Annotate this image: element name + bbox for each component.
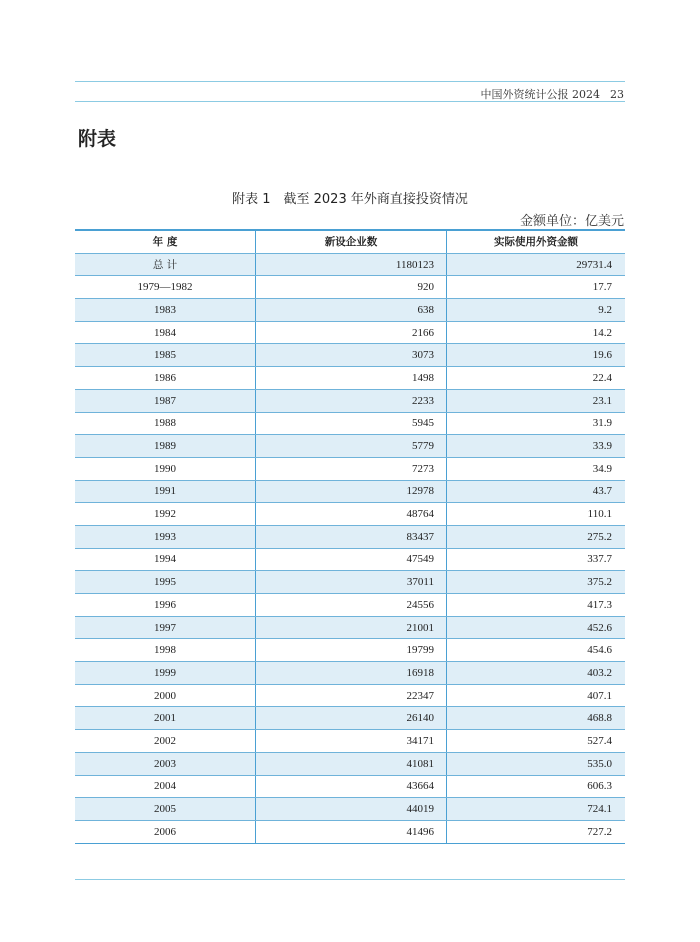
actual-use-cell: 31.9 <box>447 412 626 435</box>
table-row <box>75 571 625 594</box>
table-row <box>75 775 625 798</box>
actual-use-cell: 724.1 <box>447 798 626 821</box>
new-enterprises-cell: 48764 <box>256 503 447 526</box>
year-cell: 1988 <box>75 412 256 435</box>
year-cell: 2006 <box>75 820 256 843</box>
column-header-actual-use: 实际使用外资金额 <box>447 230 626 253</box>
new-enterprises-cell: 638 <box>256 299 447 322</box>
actual-use-cell: 337.7 <box>447 548 626 571</box>
year-cell: 1997 <box>75 616 256 639</box>
table-row <box>75 730 625 753</box>
actual-use-cell: 33.9 <box>447 435 626 458</box>
actual-use-cell: 403.2 <box>447 662 626 685</box>
table-row <box>75 299 625 322</box>
year-cell: 2002 <box>75 730 256 753</box>
actual-use-cell: 468.8 <box>447 707 626 730</box>
year-cell: 1983 <box>75 299 256 322</box>
table-header-row <box>75 230 625 253</box>
actual-use-cell: 275.2 <box>447 525 626 548</box>
year-cell: 1994 <box>75 548 256 571</box>
actual-use-cell: 452.6 <box>447 616 626 639</box>
new-enterprises-cell: 2233 <box>256 389 447 412</box>
actual-use-cell: 454.6 <box>447 639 626 662</box>
table-row <box>75 798 625 821</box>
new-enterprises-cell: 920 <box>256 276 447 299</box>
actual-use-cell: 417.3 <box>447 594 626 617</box>
year-cell: 1979—1982 <box>75 276 256 299</box>
year-cell: 1992 <box>75 503 256 526</box>
actual-use-cell: 606.3 <box>447 775 626 798</box>
total-row <box>75 253 625 276</box>
table-row <box>75 344 625 367</box>
year-cell: 1990 <box>75 457 256 480</box>
new-enterprises-cell: 47549 <box>256 548 447 571</box>
year-cell: 2004 <box>75 775 256 798</box>
new-enterprises-cell: 12978 <box>256 480 447 503</box>
column-header-year: 年 度 <box>75 230 256 253</box>
table-row <box>75 707 625 730</box>
year-cell: 1999 <box>75 662 256 685</box>
table-row <box>75 321 625 344</box>
running-header <box>471 86 625 102</box>
new-enterprises-cell: 43664 <box>256 775 447 798</box>
year-cell: 1984 <box>75 321 256 344</box>
new-enterprises-cell: 2166 <box>256 321 447 344</box>
actual-use-cell: 527.4 <box>447 730 626 753</box>
table-row <box>75 457 625 480</box>
year-cell: 2003 <box>75 752 256 775</box>
top-rule <box>75 81 625 82</box>
actual-use-cell: 110.1 <box>447 503 626 526</box>
year-cell: 总 计 <box>75 253 256 276</box>
page-number: 23 <box>610 88 624 101</box>
table-row <box>75 616 625 639</box>
actual-use-cell: 535.0 <box>447 752 626 775</box>
table-row <box>75 525 625 548</box>
new-enterprises-cell: 44019 <box>256 798 447 821</box>
actual-use-cell: 407.1 <box>447 684 626 707</box>
new-enterprises-cell: 3073 <box>256 344 447 367</box>
table-row <box>75 684 625 707</box>
new-enterprises-cell: 21001 <box>256 616 447 639</box>
new-enterprises-cell: 16918 <box>256 662 447 685</box>
year-cell: 2005 <box>75 798 256 821</box>
table-row <box>75 276 625 299</box>
new-enterprises-cell: 22347 <box>256 684 447 707</box>
actual-use-cell: 375.2 <box>447 571 626 594</box>
new-enterprises-cell: 1180123 <box>256 253 447 276</box>
new-enterprises-cell: 26140 <box>256 707 447 730</box>
actual-use-cell: 17.7 <box>447 276 626 299</box>
actual-use-cell: 29731.4 <box>447 253 626 276</box>
new-enterprises-cell: 34171 <box>256 730 447 753</box>
new-enterprises-cell: 19799 <box>256 639 447 662</box>
section-heading: 附表 <box>78 128 117 150</box>
table-row <box>75 480 625 503</box>
new-enterprises-cell: 5779 <box>256 435 447 458</box>
table-row <box>75 639 625 662</box>
year-cell: 1995 <box>75 571 256 594</box>
table-row <box>75 367 625 390</box>
actual-use-cell: 19.6 <box>447 344 626 367</box>
actual-use-cell: 14.2 <box>447 321 626 344</box>
fdi-table <box>75 229 625 844</box>
table-row <box>75 820 625 843</box>
new-enterprises-cell: 1498 <box>256 367 447 390</box>
table-row <box>75 435 625 458</box>
table-row <box>75 752 625 775</box>
actual-use-cell: 9.2 <box>447 299 626 322</box>
column-header-new-enterprises: 新设企业数 <box>256 230 447 253</box>
new-enterprises-cell: 5945 <box>256 412 447 435</box>
table-row <box>75 662 625 685</box>
table-row <box>75 389 625 412</box>
new-enterprises-cell: 24556 <box>256 594 447 617</box>
new-enterprises-cell: 41496 <box>256 820 447 843</box>
actual-use-cell: 727.2 <box>447 820 626 843</box>
actual-use-cell: 34.9 <box>447 457 626 480</box>
new-enterprises-cell: 37011 <box>256 571 447 594</box>
table-row <box>75 594 625 617</box>
header-rule <box>75 101 625 102</box>
year-cell: 1986 <box>75 367 256 390</box>
actual-use-cell: 23.1 <box>447 389 626 412</box>
year-cell: 1996 <box>75 594 256 617</box>
year-cell: 2001 <box>75 707 256 730</box>
year-cell: 1991 <box>75 480 256 503</box>
bottom-rule <box>75 879 625 880</box>
year-cell: 1987 <box>75 389 256 412</box>
table-title: 附表 1 截至 2023 年外商直接投资情况 <box>232 192 468 207</box>
year-cell: 1993 <box>75 525 256 548</box>
new-enterprises-cell: 7273 <box>256 457 447 480</box>
publication-title: 中国外资统计公报 2024 <box>480 88 600 101</box>
table-row <box>75 548 625 571</box>
actual-use-cell: 43.7 <box>447 480 626 503</box>
year-cell: 1998 <box>75 639 256 662</box>
year-cell: 2000 <box>75 684 256 707</box>
year-cell: 1985 <box>75 344 256 367</box>
table-unit: 金额单位：亿美元 <box>519 214 624 229</box>
table-row <box>75 412 625 435</box>
year-cell: 1989 <box>75 435 256 458</box>
new-enterprises-cell: 41081 <box>256 752 447 775</box>
table-row <box>75 503 625 526</box>
new-enterprises-cell: 83437 <box>256 525 447 548</box>
actual-use-cell: 22.4 <box>447 367 626 390</box>
